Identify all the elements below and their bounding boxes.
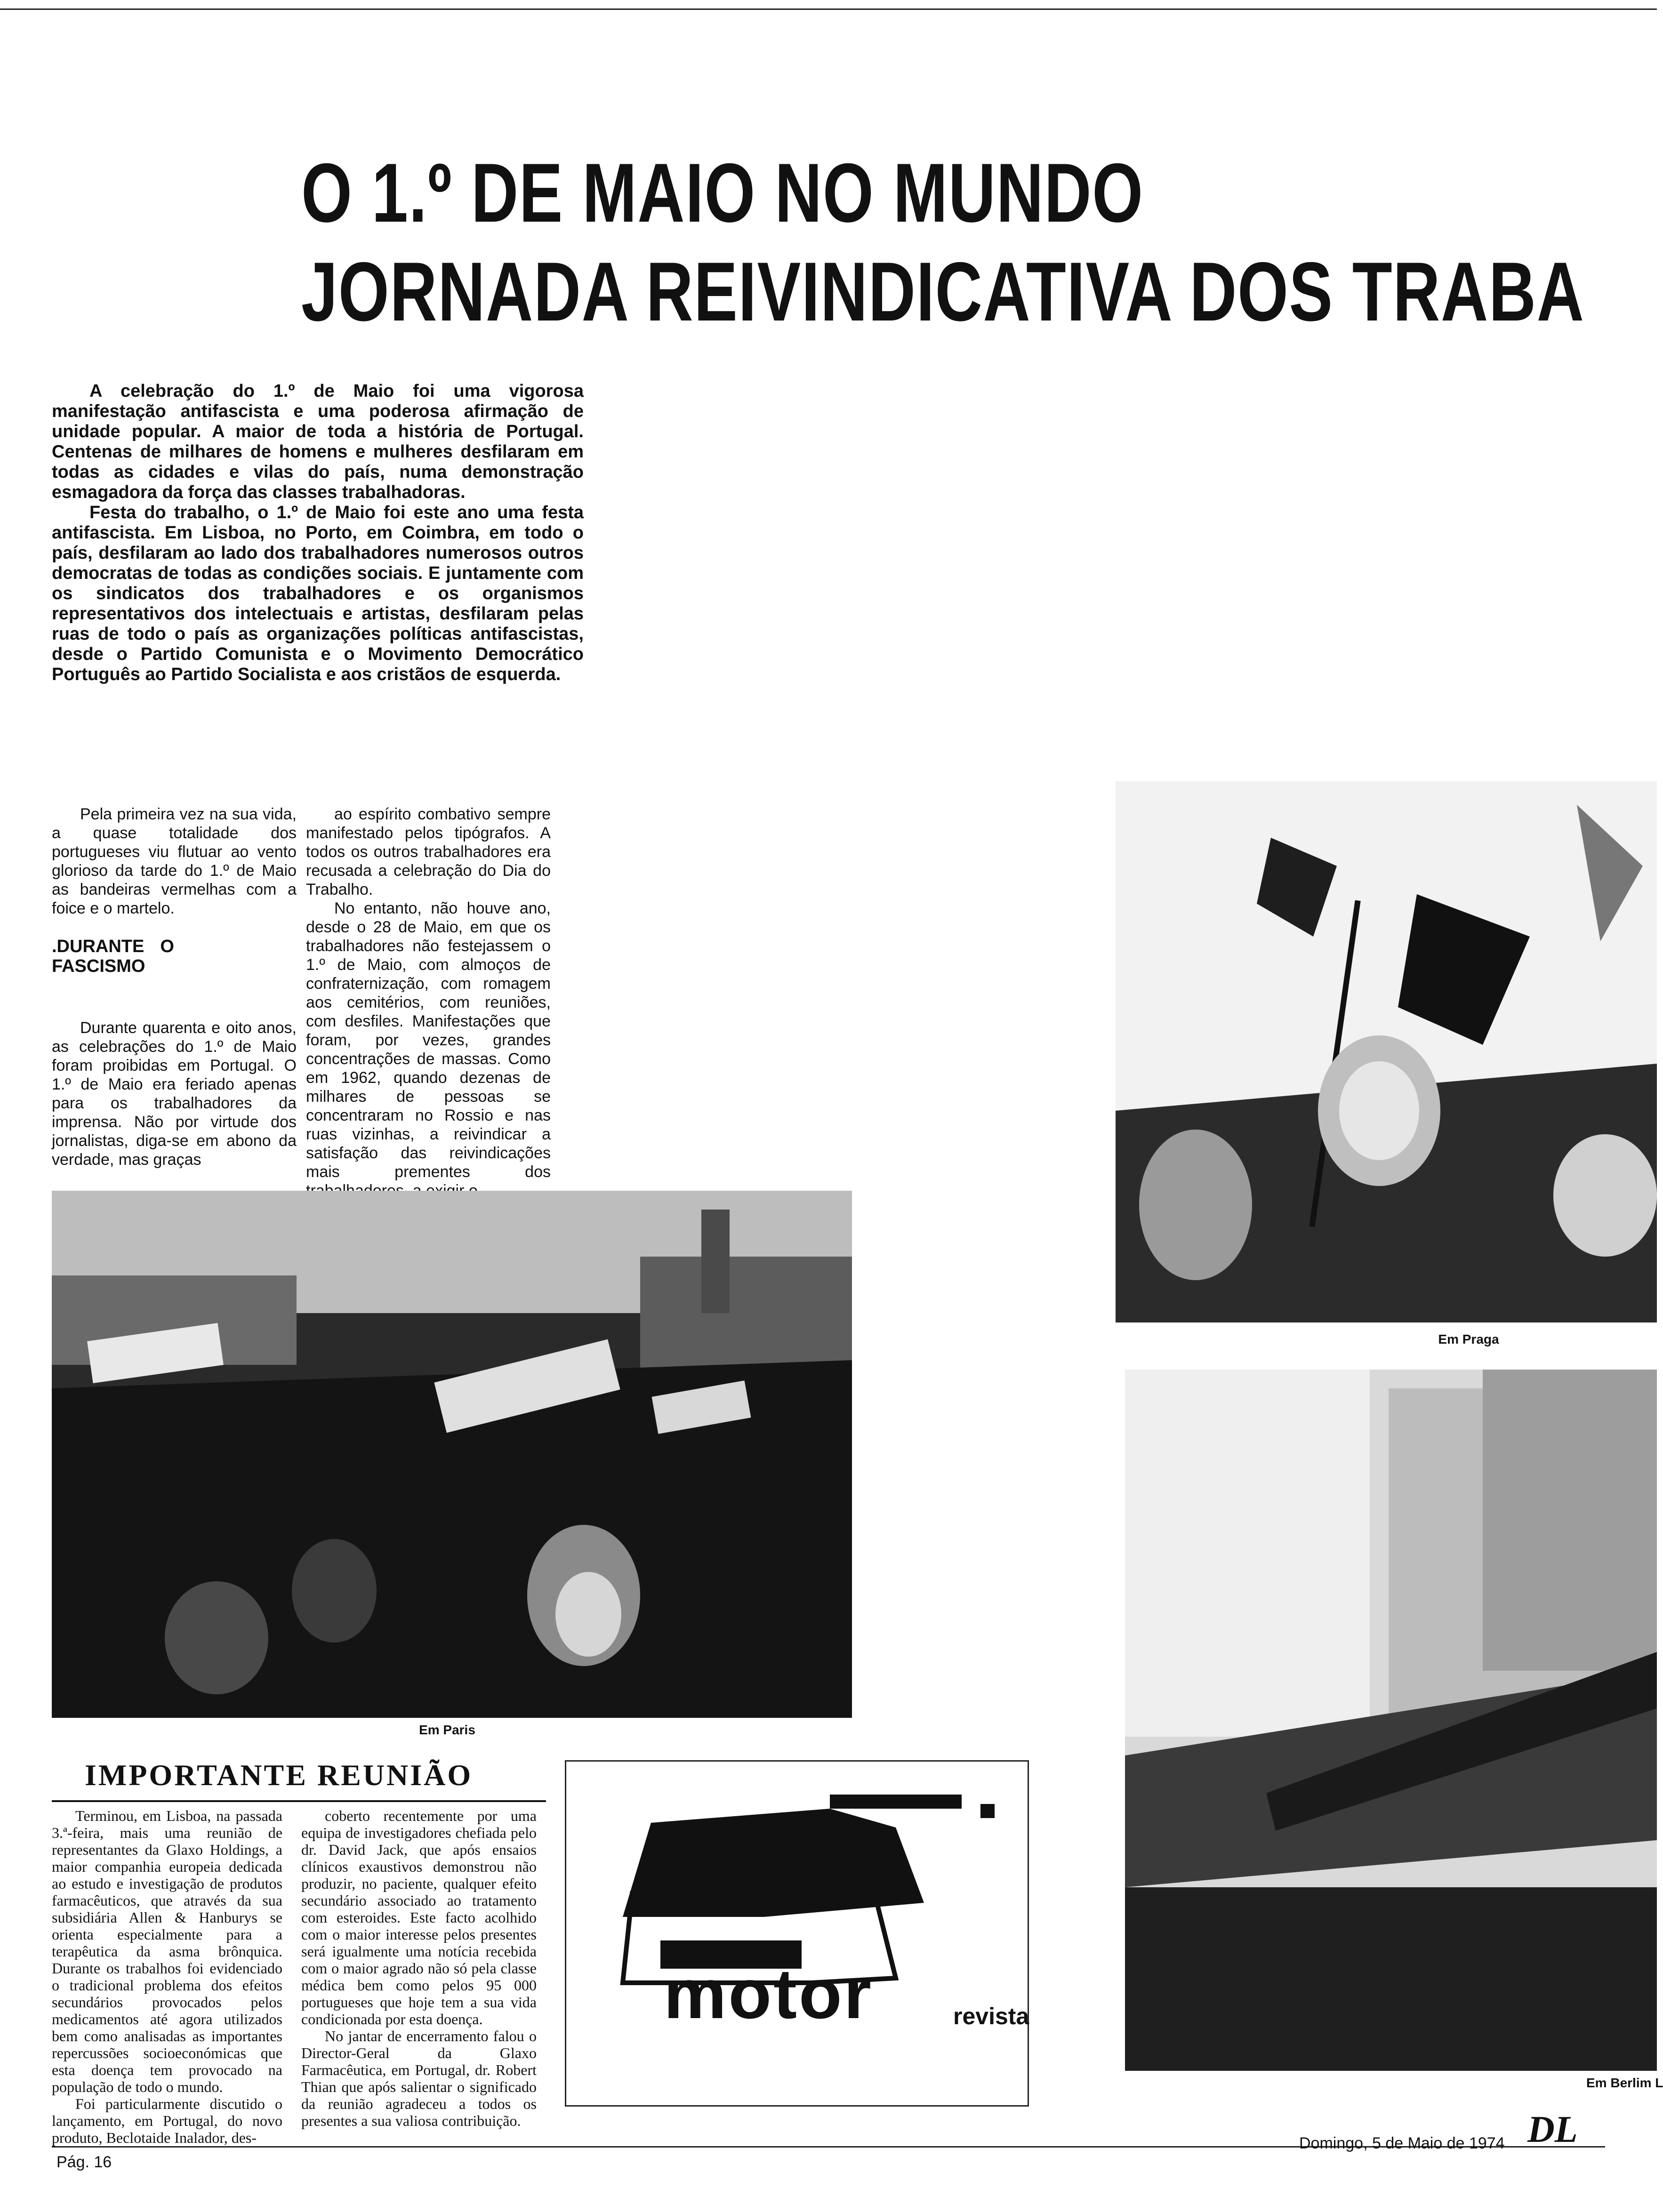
top-rule xyxy=(0,8,1657,10)
lead-text-2: Festa do trabalho, o 1.º de Maio foi este ano uma festa antifascista. Em Lisboa, no Porto, em Coimbra, em todo o país, desfilaram ao lado dos trabalhadores numerosos outros democratas de todas as condições sociais. E juntamente com os sindicatos dos trabalhadores e os organismos representativos dos intelectuais e artistas, desfilaram pelas ruas de todo o país as organizações políticas antifascistas, desde o Partido Comunista e o Movimento Democrático Português ao Partido Socialista e aos cristãos de esquerda. xyxy=(52,503,584,684)
article-column-1 xyxy=(52,805,297,1210)
headline-line-1: O 1.º DE MAIO NO MUNDO xyxy=(301,146,1144,240)
box-col1-p1: Terminou, em Lisboa, na passada 3.ª-feira, mais uma reunião de representantes da Glaxo Holdings, a maior companhia europeia dedicada ao estudo e investigação de produtos farmacêuticos, que através da sua subsidiária Allen & Hanburys se orienta especialmente para a terapêutica da asma brônquica. Durante os trabalhos foi evidenciado o tradicional problema dos efeitos secundários provocados pelos medicamentos até agora utilizados bem como analisadas as importantes repercussões socioeconómicas que esta doença tem provocado na população de todo o mundo. xyxy=(52,1807,282,2095)
box-col2-p2: No jantar de encerramento falou o Director-Geral da Glaxo Farmacêutica, em Portugal, dr. Robert Thian que após salientar o significado da reunião agradeceu a todos os presentes a sua valiosa contribuição. xyxy=(301,2028,537,2129)
caption-paris: Em Paris xyxy=(419,1723,475,1737)
car-illustration xyxy=(566,1762,1028,2105)
box-column-2 xyxy=(301,1807,537,2137)
column-1-paragraph-2: Durante quarenta e oito anos, as celebrações do 1.º de Maio foram proibidas em Portugal. O 1.º de Maio era feriado apenas para os trabalhadores da imprensa. Não por virtude dos jornalistas, diga-se em abono da verdade, mas graças xyxy=(52,1019,297,1169)
box-column-1 xyxy=(52,1807,282,2146)
box-col1-p2: Foi particularmente discutido o lançamento, em Portugal, do novo produto, Beclotaide Inalador, des- xyxy=(52,2095,282,2146)
column-1-paragraph: Pela primeira vez na sua vida, a quase totalidade dos portugueses viu flutuar ao vento glorioso da tarde do 1.º de Maio as bandeiras vermelhas com a foice e o martelo. xyxy=(52,805,297,917)
caption-berlim: Em Berlim L xyxy=(1586,2076,1663,2090)
caption-praga: Em Praga xyxy=(1438,1332,1499,1346)
column-2-paragraph: ao espírito combativo sempre manifestado pelos tipógrafos. A todos os outros trabalhadores era recusada a celebração do Dia do Trabalho. xyxy=(306,805,551,898)
headline-line-2: JORNADA REIVINDICATIVA DOS TRABA xyxy=(301,245,1585,338)
photo-berlim xyxy=(1125,1370,1657,2071)
subhead-fascismo: .DURANTE O FASCISMO xyxy=(52,937,174,976)
article-column-2 xyxy=(306,805,551,1210)
box-col2-p1: coberto recentemente por uma equipa de investigadores chefiada pelo dr. David Jack, que após ensaios clínicos exaustivos demonstrou não produzir, no paciente, qualquer efeito secundário associado ao tratamento com esteroides. Este facto acolhido com o maior interesse pelos presentes será igualmente uma notícia recebida com o maior agrado não só pela classe médica bem como pelos 95 000 portugueses que hoje tem a sua vida condicionada por esta doença. xyxy=(301,1807,537,2028)
dl-logo: DL xyxy=(1527,2109,1578,2150)
box-title: IMPORTANTE REUNIÃO xyxy=(85,1758,473,1792)
page-number: Pág. 16 xyxy=(56,2153,112,2171)
motor-revista-label: revista xyxy=(953,2003,1029,2029)
lead-paragraph xyxy=(52,381,584,685)
motor-logo-word: motor xyxy=(664,1954,873,2033)
column-2-paragraph-2: No entanto, não houve ano, desde o 28 de Maio, em que os trabalhadores não festejassem o 1.º de Maio, com almoços de confraternização, com romagem aos cemitérios, com reuniões, com desfiles. Manifestações que foram, por vezes, grandes concentrações de massas. Como em 1962, quando dezenas de milhares de pessoas se concentraram no Rossio e nas ruas vizinhas, a reivindicar a satisfação das reivindicações mais prementes dos xyxy=(306,899,551,1181)
motor-advertisement xyxy=(565,1760,1029,2107)
box-rule xyxy=(52,1800,546,1802)
lead-text-1: A celebração do 1.º de Maio foi uma vigorosa manifestação antifascista e uma poderosa afirmação de unidade popular. A maior de toda a história de Portugal. Centenas de milhares de homens e mulheres desfilaram em todas as cidades e vilas do país, numa demonstração esmagadora da força das classes trabalhadoras. xyxy=(52,381,584,502)
issue-date: Domingo, 5 de Maio de 1974 xyxy=(1299,2134,1505,2152)
photo-paris xyxy=(52,1191,852,1718)
photo-praga xyxy=(1116,781,1657,1322)
